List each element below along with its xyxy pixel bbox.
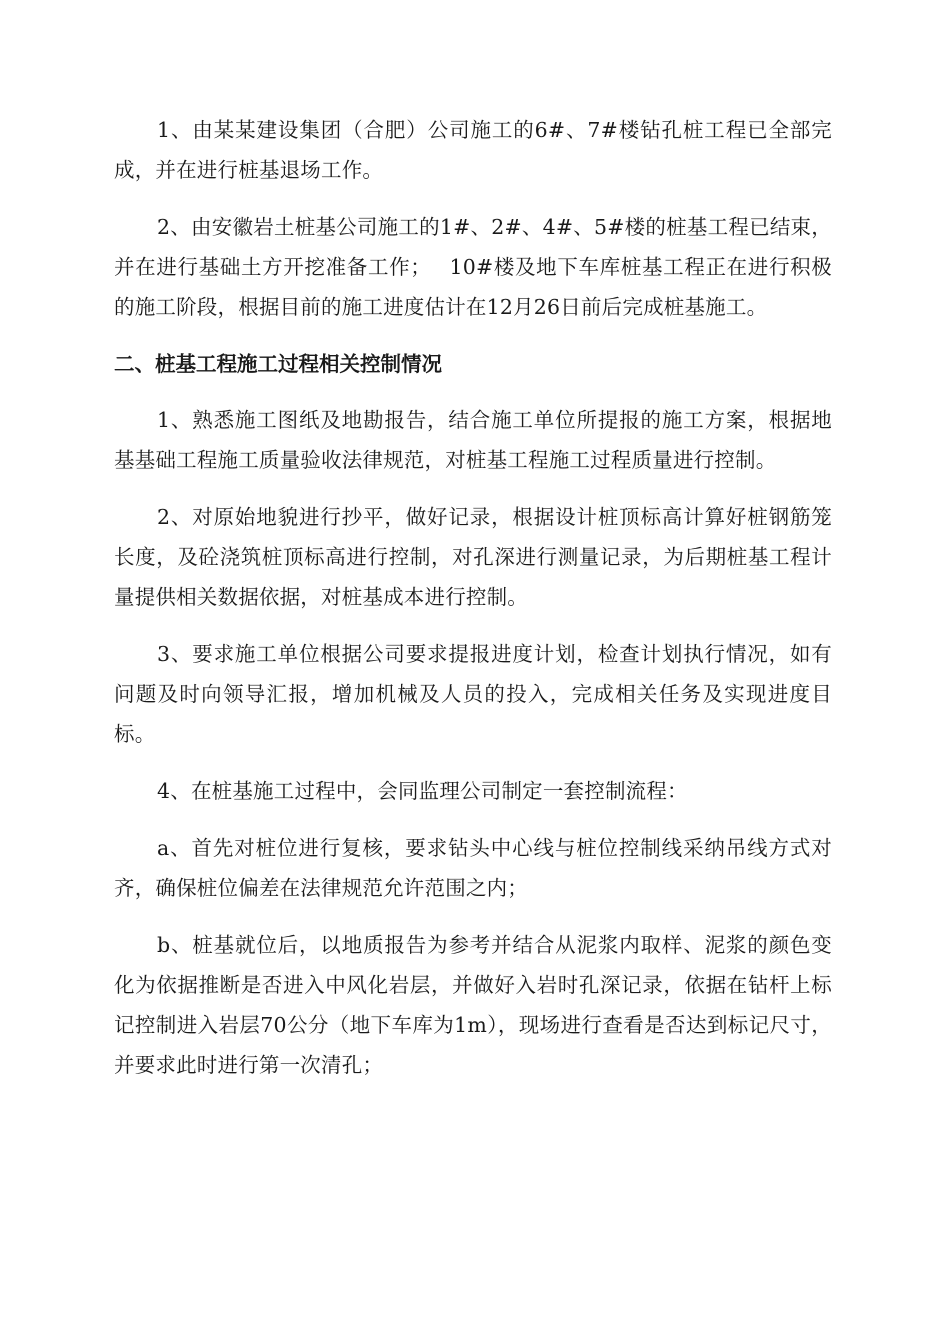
paragraph-control-2: 2、对原始地貌进行抄平，做好记录，根据设计桩顶标高计算好桩钢筋笼长度，及砼浇筑桩顶标高进行控制，对孔深进行测量记录，为后期桩基工程计量提供相关数据依据，对桩基成本进行控制。 <box>114 505 832 609</box>
paragraph-control-4a: a、首先对桩位进行复核，要求钻头中心线与桩位控制线采纳吊线方式对齐，确保桩位偏差在法律规范允许范围之内； <box>114 836 832 900</box>
document-page <box>114 110 832 1102</box>
paragraph-control-1: 1、熟悉施工图纸及地勘报告，结合施工单位所提报的施工方案，根据地基基础工程施工质量验收法律规范，对桩基工程施工过程质量进行控制。 <box>114 408 832 472</box>
section-heading-pile-control: 二、桩基工程施工过程相关控制情况 <box>114 352 442 376</box>
paragraph-control-4: 4、在桩基施工过程中，会同监理公司制定一套控制流程： <box>157 779 688 803</box>
paragraph-progress-1: 1、由某某建设集团（合肥）公司施工的6#、7#楼钻孔桩工程已全部完成，并在进行桩基退场工作。 <box>114 118 832 182</box>
paragraph-progress-2: 2、由安徽岩土桩基公司施工的1#、2#、4#、5#楼的桩基工程已结束，并在进行基础土方开挖准备工作； 10#楼及地下车库桩基工程正在进行积极的施工阶段，根据目前的施工进度估计在12月26日前后完成桩基施工。 <box>114 215 832 319</box>
paragraph-control-4b: b、桩基就位后，以地质报告为参考并结合从泥浆内取样、泥浆的颜色变化为依据推断是否进入中风化岩层，并做好入岩时孔深记录，依据在钻杆上标记控制进入岩层70公分（地下车库为1m），现场进行查看是否达到标记尺寸，并要求此时进行第一次清孔； <box>114 933 832 1077</box>
paragraph-control-3: 3、要求施工单位根据公司要求提报进度计划，检查计划执行情况，如有问题及时向领导汇报，增加机械及人员的投入，完成相关任务及实现进度目标。 <box>114 642 832 746</box>
